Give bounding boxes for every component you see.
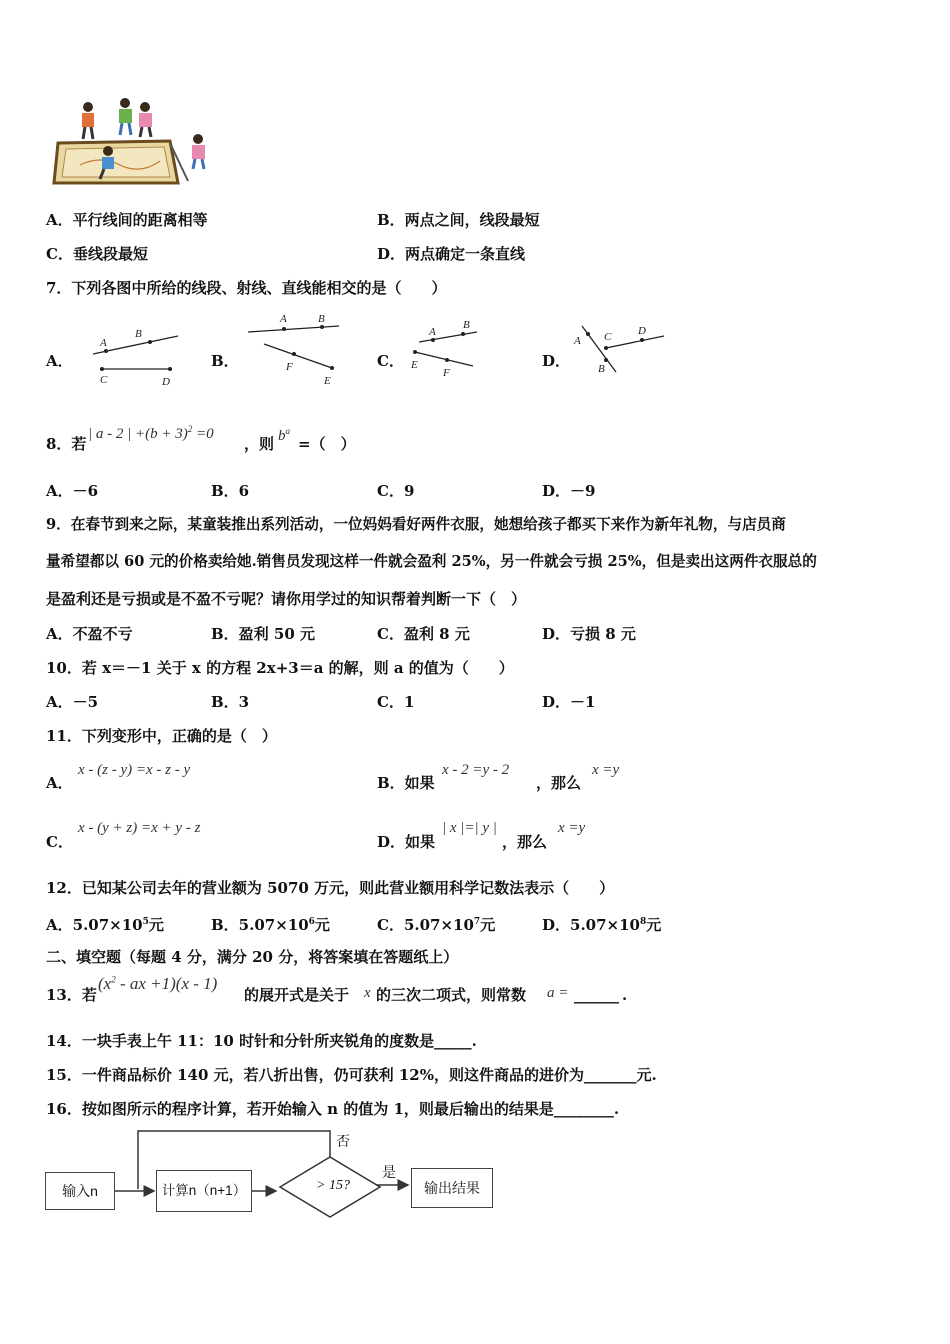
q7-option-b-label[interactable]: B． — [211, 352, 239, 370]
q7-option-c-label[interactable]: C． — [377, 352, 404, 370]
q12-stem: 12．已知某公司去年的营业额为 5070 万元，则此营业额用科学记数法表示（ ） — [46, 879, 615, 897]
q11-option-c-expr: x - (y + z) =x + y - z — [78, 820, 201, 836]
q8-expr: | a - 2 | +(b + 3) — [88, 426, 188, 442]
q11-stem: 11．下列变形中，正确的是（ ） — [46, 727, 277, 745]
q13-expr1: (x — [98, 974, 112, 993]
fig-b-label-e: E — [324, 375, 331, 387]
fig-a-label-d: D — [162, 376, 170, 388]
fig-c-label-f: F — [443, 367, 450, 379]
q12-a-unit: 元 — [148, 916, 164, 934]
q11-option-b-expr2: x =y — [592, 762, 620, 778]
q12-b-base: B．5.07×10 — [211, 916, 309, 934]
q10-option-b[interactable]: B．3 — [211, 693, 250, 711]
q6-option-a[interactable]: A．平行线间的距离相等 — [46, 211, 208, 229]
fig-c-label-b: B — [463, 319, 470, 331]
q10-option-c[interactable]: C．1 — [377, 693, 415, 711]
fig-c-label-e: E — [411, 359, 418, 371]
flow-yes-label: 是 — [382, 1164, 396, 1180]
q13-var-x: x — [364, 985, 371, 1001]
fig-c-label-a: A — [429, 326, 436, 338]
q8-option-c[interactable]: C．9 — [377, 482, 415, 500]
q7-figure-a — [78, 322, 188, 392]
q6-option-d[interactable]: D．两点确定一条直线 — [377, 245, 526, 263]
q13-prefix: 13．若 — [46, 986, 97, 1004]
q12-a-base: A．5.07×10 — [46, 916, 143, 934]
q8-expression — [88, 424, 214, 443]
q13-expression — [98, 974, 217, 994]
q8-tail: =（ ） — [298, 435, 356, 453]
q15-stem: 15．一件商品标价 140 元，若八折出售，仍可获利 12%，则这件商品的进价为_______元. — [46, 1066, 657, 1084]
q12-c-base: C．5.07×10 — [377, 916, 474, 934]
q8-eq: =0 — [192, 426, 214, 442]
q8-base: b — [278, 428, 286, 444]
q7-figure-d — [568, 318, 668, 380]
flow-no-label: 否 — [336, 1133, 350, 1149]
q12-option-c[interactable] — [377, 912, 495, 935]
q11-option-c-label[interactable]: C． — [46, 833, 73, 851]
children-sandbox-illustration — [50, 95, 220, 190]
q11-option-b-label[interactable]: B．如果 — [377, 774, 435, 792]
q13-var-a: a = — [547, 985, 569, 1001]
q9-line-2: 量希望都以 60 元的价格卖给她.销售员发现这样一件就会盈利 25%，另一件就会亏损 25%，但是卖出这两件衣服总的 — [46, 553, 817, 570]
q12-d-exp: 8 — [639, 917, 647, 927]
q16-stem: 16．按如图所示的程序计算，若开始输入 n 的值为 1，则最后输出的结果是________. — [46, 1100, 620, 1118]
fig-d-label-b: B — [598, 363, 605, 375]
q7-option-d-label[interactable]: D． — [542, 352, 571, 370]
q11-option-b-expr1: x - 2 =y - 2 — [442, 762, 510, 778]
fig-d-label-c: C — [604, 331, 612, 343]
q11-option-d-expr2: x =y — [558, 820, 586, 836]
fig-d-label-d: D — [638, 325, 646, 337]
q10-stem: 10．若 x＝－1 关于 x 的方程 2x+3＝a 的解，则 a 的值为（ ） — [46, 659, 514, 677]
q13-mid1: 的展开式是关于 — [244, 986, 350, 1004]
q8-option-d[interactable]: D．－9 — [542, 482, 596, 500]
fig-b-label-f: F — [286, 361, 293, 373]
flow-output-box: 输出结果 — [411, 1168, 493, 1208]
q7-figure-c — [405, 316, 490, 382]
q8-base-exponent: a — [285, 426, 290, 436]
q13-exp: 2 — [111, 974, 116, 985]
fig-a-label-b: B — [135, 328, 142, 340]
q9-line-3: 是盈利还是亏损或是不盈不亏呢？请你用学过的知识帮着判断一下（ ） — [46, 590, 527, 608]
q10-option-a[interactable]: A．－5 — [46, 693, 99, 711]
fig-b-label-b: B — [318, 313, 325, 325]
q11-option-a-expr: x - (z - y) =x - z - y — [78, 762, 191, 778]
q6-option-b[interactable]: B．两点之间，线段最短 — [377, 211, 540, 229]
q12-d-base: D．5.07×10 — [542, 916, 640, 934]
q12-c-unit: 元 — [480, 916, 496, 934]
flow-compute-box: 计算n（n+1） — [156, 1170, 252, 1212]
q8-expr-exponent: 2 — [187, 424, 193, 434]
q9-option-c[interactable]: C．盈利 8 元 — [377, 625, 470, 643]
q9-option-a[interactable]: A．不盈不亏 — [46, 625, 133, 643]
q12-b-exp: 6 — [308, 917, 315, 927]
flow-input-box: 输入n — [45, 1172, 115, 1210]
q13-end: . — [622, 986, 628, 1004]
q9-line-1: 9．在春节到来之际，某童装推出系列活动，一位妈妈看好两件衣服，她想给孩子都买下来作为新年礼物，与店员商 — [46, 516, 786, 533]
q10-option-d[interactable]: D．－1 — [542, 693, 596, 711]
q7-figure-b — [244, 310, 344, 390]
q12-b-unit: 元 — [314, 916, 330, 934]
q13-blank[interactable]: ______ — [574, 986, 619, 1004]
flow-condition-text: > 15? — [316, 1178, 350, 1193]
q12-d-unit: 元 — [646, 916, 662, 934]
q8-mid: ，则 — [244, 435, 275, 453]
fig-a-label-c: C — [100, 374, 108, 386]
fig-d-label-a: A — [574, 335, 581, 347]
q14-stem: 14．一块手表上午 11：10 时针和分针所夹锐角的度数是_____. — [46, 1032, 477, 1050]
fig-a-label-a: A — [100, 337, 107, 349]
q9-option-b[interactable]: B．盈利 50 元 — [211, 625, 315, 643]
q8-option-a[interactable]: A．－6 — [46, 482, 99, 500]
q13-expr2: - ax +1)(x - 1) — [115, 974, 218, 993]
q8-prefix: 8．若 — [46, 435, 87, 453]
section-2-heading: 二、填空题（每题 4 分，满分 20 分，将答案填在答题纸上） — [46, 948, 459, 966]
q12-a-exp: 5 — [142, 917, 149, 927]
q8-power — [278, 426, 290, 445]
q12-option-a[interactable] — [46, 912, 164, 935]
q6-option-c[interactable]: C．垂线段最短 — [46, 245, 148, 263]
q9-option-d[interactable]: D．亏损 8 元 — [542, 625, 636, 643]
q13-mid2: 的三次二项式，则常数 — [376, 986, 527, 1004]
q11-option-a-label[interactable]: A． — [46, 774, 73, 792]
fig-b-label-a: A — [280, 313, 287, 325]
q11-option-b-mid: ，那么 — [536, 774, 582, 792]
q12-option-b[interactable] — [211, 912, 330, 935]
q12-option-d[interactable] — [542, 912, 661, 935]
q12-c-exp: 7 — [473, 917, 481, 927]
q8-option-b[interactable]: B．6 — [211, 482, 250, 500]
q11-option-d-expr1: | x |=| y | — [442, 820, 497, 836]
q7-stem: 7．下列各图中所给的线段、射线、直线能相交的是（ ） — [46, 279, 447, 297]
q7-option-a-label[interactable]: A． — [46, 352, 73, 370]
q11-option-d-mid: ，那么 — [502, 833, 548, 851]
q11-option-d-label[interactable]: D．如果 — [377, 833, 436, 851]
